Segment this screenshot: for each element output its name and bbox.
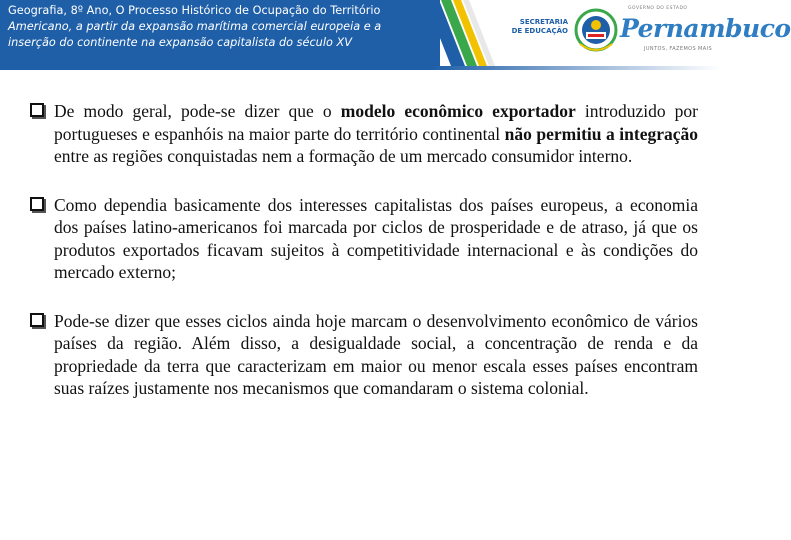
paragraph-3: Pode-se dizer que esses ciclos ainda hoje marcam o desenvolvimento econômico de vários países da região. Além disso, a desigualdade social, a concentração de renda e da propriedade da terra que caracterizam em maior ou menor escala esses países encontram suas raízes justamente nos mecanismos que comandaram o sistema colonial.	[54, 310, 698, 398]
header-rule	[0, 66, 720, 70]
paragraph-text: entre as regiões conquistadas nem a formação de um mercado consumidor interno.	[54, 146, 633, 166]
bold-text: modelo econômico exportador	[340, 101, 576, 121]
bold-text: não permitiu a integração	[504, 123, 698, 144]
checkbox-bullet-icon	[30, 313, 44, 327]
list-item	[30, 310, 698, 400]
header-line-2: Americano, a partir da expansão marítima comercial europeia e a	[8, 20, 382, 33]
secretaria-label	[498, 18, 568, 36]
header-line-3: inserção do continente na expansão capitalista do século XV	[8, 36, 352, 49]
paragraph-1	[54, 100, 698, 168]
main-content	[30, 100, 698, 422]
secretaria-line-1: SECRETARIA	[519, 18, 568, 26]
paragraph-text: introduzido por portugueses e espanhóis na maior parte do território continental	[54, 101, 699, 144]
governo-label: GOVERNO DO ESTADO	[628, 6, 688, 11]
header-line-1: Geografia, 8º Ano, O Processo Histórico de Ocupação do Território	[8, 4, 381, 17]
list-item	[30, 100, 698, 168]
checkbox-bullet-icon	[30, 103, 44, 117]
list-item	[30, 194, 698, 284]
brand-wordmark: Pernambuco	[620, 14, 791, 43]
header-banner	[0, 0, 791, 72]
checkbox-bullet-icon	[30, 197, 44, 211]
pernambuco-logo	[478, 4, 791, 64]
secretaria-line-2: DE EDUCAÇÃO	[511, 27, 568, 35]
paragraph-text: De modo geral, pode-se dizer que o	[54, 101, 341, 121]
state-emblem-icon	[574, 8, 618, 54]
paragraph-2: Como dependia basicamente dos interesses capitalistas dos países europeus, a economia dos países latino-americanos foi marcada por ciclos de prosperidade e de atraso, já que os produtos exportados ficavam sujeitos à competitividade internacional e às condições do mercado externo;	[54, 194, 698, 282]
header-title	[8, 3, 436, 51]
brand-slogan: JUNTOS, FAZEMOS MAIS	[644, 46, 713, 52]
